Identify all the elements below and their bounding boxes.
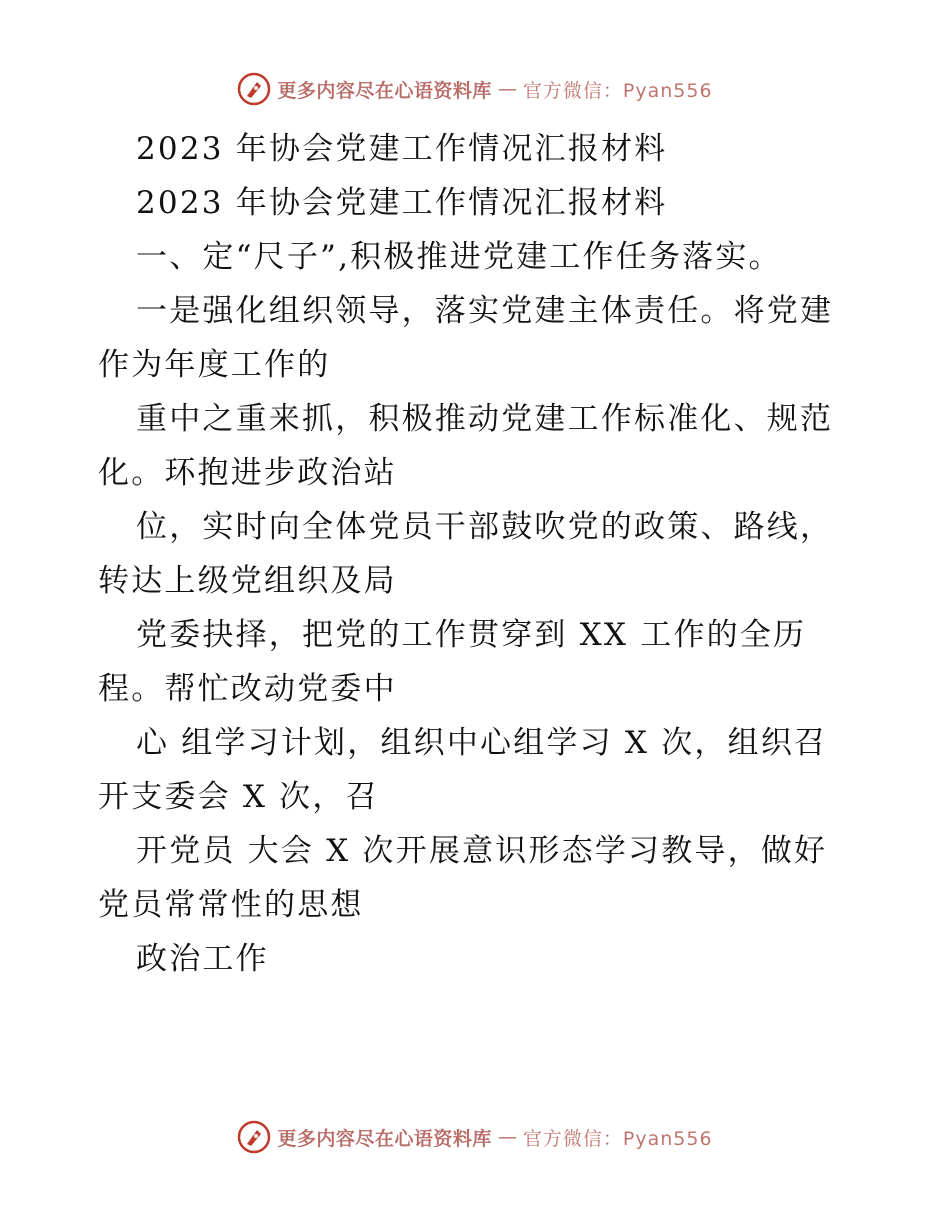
brand-text: 更多内容尽在心语资料库 xyxy=(277,79,492,102)
doc-line: 政治工作 xyxy=(136,941,269,977)
wechat-text: 官方微信：Pyan556 xyxy=(522,1127,713,1150)
wechat-text: 官方微信：Pyan556 xyxy=(522,79,713,102)
doc-line: 位，实时向全体党员干部鼓吹党的政策、路线， xyxy=(136,509,834,545)
doc-line: 转达上级党组织及局 xyxy=(98,563,397,599)
doc-line: 重中之重来抓，积极推动党建工作标准化、规范 xyxy=(136,401,834,437)
pen-nib-logo-icon xyxy=(237,1120,271,1154)
footer-banner xyxy=(0,1120,950,1154)
doc-line: 开党员 大会 X 次开展意识形态学习教导，做好 xyxy=(136,833,828,869)
pen-nib-logo-icon xyxy=(237,72,271,106)
doc-line: 程。帮忙改动党委中 xyxy=(98,671,397,707)
doc-line: 化。环抱进步政治站 xyxy=(98,455,397,491)
banner-dash: — xyxy=(497,1126,517,1148)
doc-line: 作为年度工作的 xyxy=(98,347,331,383)
doc-line: 党委抉择，把党的工作贯穿到 XX 工作的全历 xyxy=(136,617,807,653)
doc-line: 心 组学习计划，组织中心组学习 X 次，组织召 xyxy=(136,725,828,761)
doc-line: 2023 年协会党建工作情况汇报材料 xyxy=(136,185,668,221)
doc-line: 开支委会 X 次，召 xyxy=(98,779,379,815)
doc-line: 一、定“尺子”,积极推进党建工作任务落实。 xyxy=(136,239,782,275)
doc-line: 2023 年协会党建工作情况汇报材料 xyxy=(136,131,668,167)
doc-line: 一是强化组织领导，落实党建主体责任。将党建 xyxy=(136,293,834,329)
document-body xyxy=(98,122,858,986)
doc-line: 党员常常性的思想 xyxy=(98,887,364,923)
header-banner xyxy=(0,72,950,106)
banner-dash: — xyxy=(497,78,517,100)
brand-text: 更多内容尽在心语资料库 xyxy=(277,1127,492,1150)
